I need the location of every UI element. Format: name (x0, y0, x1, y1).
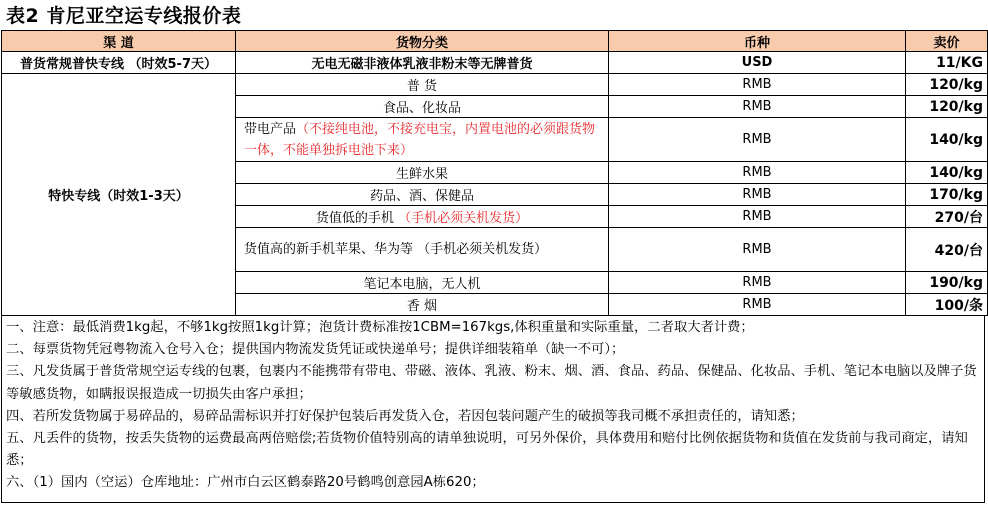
column-header-price: 卖价 (906, 31, 988, 52)
price-cell: 190/kg (906, 272, 988, 294)
price-cell: 140/kg (906, 118, 988, 162)
category-cell (236, 118, 609, 162)
currency-cell: RMB (609, 162, 906, 184)
express-channel-cell: 特快专线（时效1-3天） (2, 74, 236, 316)
currency-cell: RMB (609, 228, 906, 272)
category-cell: 无电无磁非液体乳液非粉末等无牌普货 (236, 52, 609, 74)
currency-cell: USD (609, 52, 906, 74)
page-title: 表2 肯尼亚空运专线报价表 (6, 5, 242, 27)
price-cell: 11/KG (906, 52, 988, 74)
table-header-row (2, 31, 988, 52)
currency-cell: RMB (609, 272, 906, 294)
price-cell: 100/条 (906, 294, 988, 316)
category-cell: 药品、酒、保健品 (236, 184, 609, 206)
price-table (1, 30, 988, 316)
note-item: 三、凡发货属于普货常规空运专线的包裹，包裹内不能携带有带电、带磁、液体、乳液、粉末、烟、酒、食品、药品、保健品、化妆品、手机、笔记本电脑以及牌子货等敏感货物，如瞒报误报造成一切损失由客户承担； (6, 364, 977, 402)
category-cell (236, 206, 609, 228)
price-cell: 420/台 (906, 228, 988, 272)
category-cell: 食品、化妆品 (236, 96, 609, 118)
currency-cell: RMB (609, 294, 906, 316)
column-header-channel: 渠 道 (2, 31, 236, 52)
price-cell: 140/kg (906, 162, 988, 184)
category-cell: 香 烟 (236, 294, 609, 316)
category-cell: 货值高的新手机苹果、华为等 （手机必须关机发货） (236, 228, 609, 272)
currency-cell: RMB (609, 206, 906, 228)
table-row (2, 74, 988, 96)
note-item: 四、若所发货物属于易碎品的，易碎品需标识并打好保护包装后再发货入仓，若因包装问题产生的破损等我司概不承担责任的，请知悉； (6, 408, 804, 424)
category-cell: 普 货 (236, 74, 609, 96)
category-cell: 笔记本电脑，无人机 (236, 272, 609, 294)
notes-section (1, 315, 985, 503)
price-cell: 270/台 (906, 206, 988, 228)
category-note: （不接纯电池，不接充电宝，内置电池的必须跟货物一体，不能单独拆电池下来） (244, 121, 596, 158)
channel-cell: 普货常规普快专线 （时效5-7天） (2, 52, 236, 74)
category-note: （手机必须关机发货） (398, 211, 529, 226)
price-cell: 120/kg (906, 96, 988, 118)
category-label: 货值低的手机 (315, 211, 399, 226)
note-item: 六、（1）国内（空运）仓库地址：广州市白云区鹤泰路20号鹤鸣创意园A栋620； (6, 475, 485, 491)
column-header-category: 货物分类 (236, 31, 609, 52)
column-header-currency: 币种 (609, 31, 906, 52)
note-item: 二、每票货物凭冠粤物流入仓号入仓；提供国内物流发货凭证或快递单号；提供详细装箱单（缺一不可）； (6, 342, 625, 358)
currency-cell: RMB (609, 184, 906, 206)
currency-cell: RMB (609, 118, 906, 162)
category-cell: 生鲜水果 (236, 162, 609, 184)
price-cell: 170/kg (906, 184, 988, 206)
price-cell: 120/kg (906, 74, 988, 96)
note-item: 五、凡丢件的货物，按丢失货物的运费最高两倍赔偿;若货物价值特别高的请单独说明，可另外保价，具体费用和赔付比例依据货物和货值在发货前与我司商定，请知悉； (6, 431, 968, 469)
note-item: 一、注意：最低消费1kg起，不够1kg按照1kg计算；泡货计费标准按1CBM=167kgs,体积重量和实际重量，二者取大者计费； (6, 320, 754, 335)
category-label: 带电产品 (244, 121, 297, 137)
table-row-general (2, 52, 988, 74)
currency-cell: RMB (609, 74, 906, 96)
currency-cell: RMB (609, 96, 906, 118)
